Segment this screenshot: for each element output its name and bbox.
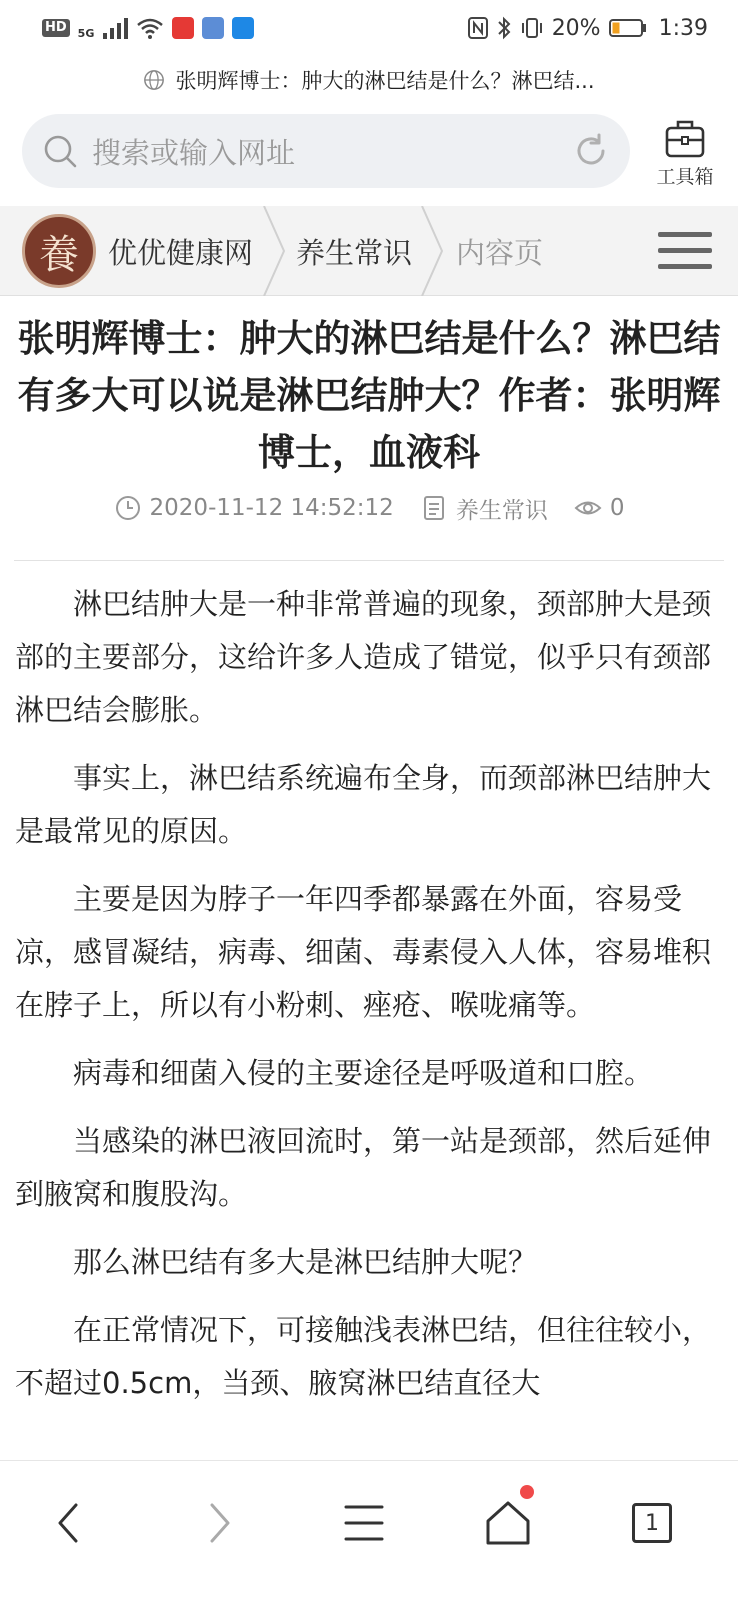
article-paragraph: 事实上，淋巴结系统遍布全身，而颈部淋巴结肿大是最常见的原因。 [15, 761, 712, 848]
clock-icon [114, 494, 142, 522]
address-input[interactable] [22, 114, 630, 188]
breadcrumb-current: 内容页 [456, 235, 544, 270]
signal-icon [102, 17, 128, 39]
page-title: 张明辉博士：肿大的淋巴结是什么？淋巴结... [175, 69, 595, 93]
wifi-icon [136, 17, 164, 39]
hamburger-menu-icon[interactable] [658, 230, 712, 272]
status-right [468, 16, 708, 41]
breadcrumb [0, 206, 640, 296]
tab-count-badge: 1 [632, 1503, 672, 1543]
article-title: 张明辉博士：肿大的淋巴结是什么？淋巴结有多大可以说是淋巴结肿大？作者：张明辉博士，血液科 [17, 317, 721, 474]
battery-icon [609, 18, 647, 38]
chevron-right-icon [190, 1495, 246, 1551]
chevron-left-icon [42, 1495, 98, 1551]
article-paragraph: 主要是因为脖子一年四季都暴露在外面，容易受凉，感冒凝结，病毒、细菌、毒素侵入人体，容易堆积在脖子上，所以有小粉刺、痤疮、喉咙痛等。 [15, 882, 712, 1022]
toolbox-icon [663, 116, 707, 160]
nfc-icon [468, 17, 488, 39]
article-paragraph: 淋巴结肿大是一种非常普遍的现象，颈部肿大是颈部的主要部分，这给许多人造成了错觉，似乎只有颈部淋巴结会膨胀。 [15, 587, 712, 727]
article-paragraph: 当感染的淋巴液回流时，第一站是颈部，然后延伸到腋窝和腹股沟。 [15, 1124, 712, 1211]
status-left [42, 17, 254, 40]
article-paragraph: 在正常情况下，可接触浅表淋巴结，但往往较小，不超过0.5cm，当颈、腋窝淋巴结直径大 [15, 1313, 712, 1400]
site-header [0, 206, 738, 296]
menu-icon [336, 1495, 392, 1551]
bottom-navigation [0, 1460, 738, 1600]
notification-app-icon [202, 17, 224, 39]
page-title-bar [0, 60, 738, 100]
article-body [15, 578, 723, 1458]
back-button[interactable] [30, 1483, 110, 1563]
vibrate-icon [520, 17, 544, 39]
view-count: 0 [609, 495, 625, 521]
site-logo-char: 養 [39, 231, 79, 278]
tabs-button[interactable] [612, 1483, 692, 1563]
chevron-right-icon [260, 206, 290, 296]
hd-indicator: HD [42, 19, 70, 37]
toolbox-button[interactable] [645, 110, 725, 194]
battery-percent: 20% [551, 15, 601, 41]
address-placeholder: 搜索或输入网址 [92, 135, 296, 170]
notification-dot [520, 1485, 534, 1499]
article-paragraph: 那么淋巴结有多大是淋巴结肿大呢？ [73, 1245, 538, 1279]
home-icon [480, 1495, 536, 1551]
address-bar-row [0, 110, 738, 194]
notification-app-icon [172, 17, 194, 39]
notification-app-icon [232, 17, 254, 39]
article-paragraph: 病毒和细菌入侵的主要途径是呼吸道和口腔。 [73, 1056, 654, 1090]
divider [14, 560, 724, 561]
toolbox-label: 工具箱 [656, 165, 714, 188]
refresh-icon[interactable] [572, 132, 610, 170]
network-5g-label: 5G [77, 26, 95, 40]
article-meta [0, 488, 738, 528]
eye-icon [574, 494, 602, 522]
globe-icon [143, 69, 165, 91]
article-category[interactable]: 养生常识 [455, 497, 548, 524]
chevron-right-icon [418, 206, 448, 296]
search-icon [42, 133, 78, 169]
breadcrumb-category[interactable]: 养生常识 [296, 235, 413, 270]
bluetooth-icon [496, 16, 512, 40]
forward-button[interactable] [178, 1483, 258, 1563]
article-date: 2020-11-12 14:52:12 [149, 495, 394, 521]
breadcrumb-home[interactable]: 优优健康网 [108, 235, 254, 270]
status-bar [0, 0, 738, 56]
menu-button[interactable] [324, 1483, 404, 1563]
home-button[interactable] [468, 1483, 548, 1563]
document-icon [420, 494, 448, 522]
clock: 1:39 [658, 15, 708, 41]
